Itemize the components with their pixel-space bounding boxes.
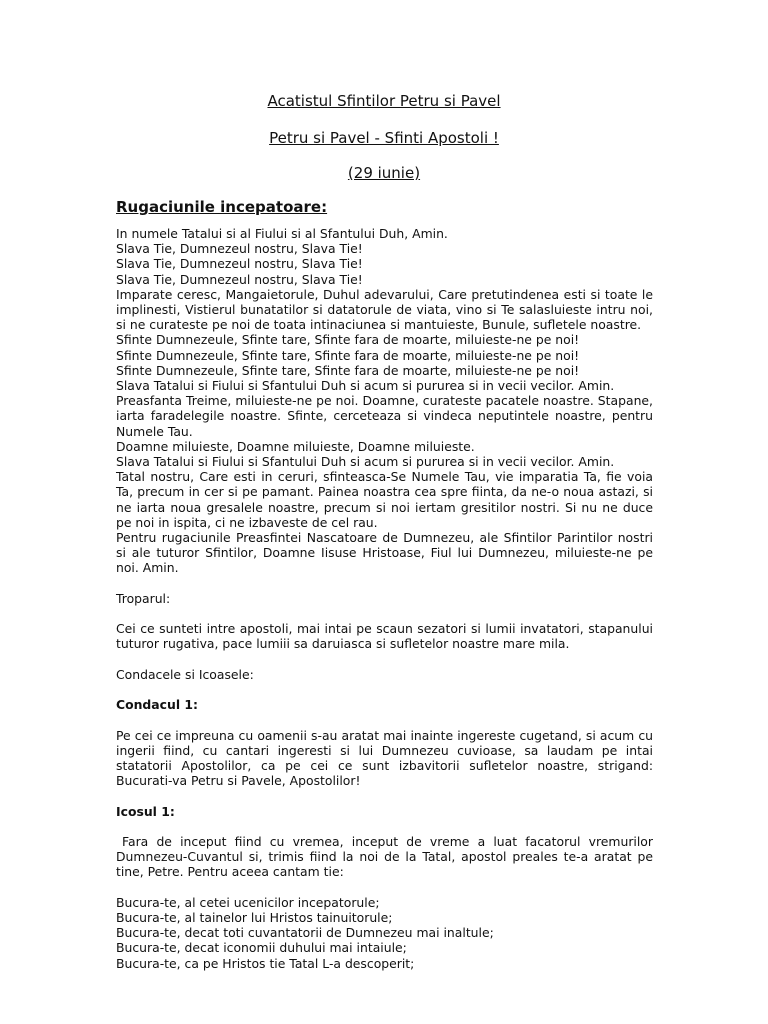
bucura-line: Bucura-te, decat iconomii duhului mai intaiule; [116,940,407,956]
bucura-line: Bucura-te, al cetei ucenicilor incepatorule; [116,894,380,910]
troparul-text: Cei ce sunteti intre apostoli, mai intai pe scaun sezatori si lumii invatatori, stapanului tuturor rugativa, pace lumiii sa daruiasca si sufletelor noastre mare mila. [116,621,653,652]
prayer-line: Sfinte Dumnezeule, Sfinte tare, Sfinte fara de moarte, miluieste-ne pe noi! [116,332,580,348]
section-heading: Rugaciunile incepatoare: [116,198,328,216]
spacer [116,712,653,727]
spacer [116,652,653,667]
condacele-label: Condacele si Icoasele: [116,666,254,682]
prayer-line: Slava Tatalui si Fiului si Sfantului Duh si acum si pururea si in vecii vecilor. Amin. [116,378,615,394]
bucura-line: Bucura-te, ca pe Hristos tie Tatal L-a descoperit; [116,955,415,971]
spacer [116,576,653,591]
prayer-line: Sfinte Dumnezeule, Sfinte tare, Sfinte fara de moarte, miluieste-ne pe noi! [116,347,580,363]
condacul-1-label: Condacul 1: [116,697,198,713]
prayer-line: Slava Tatalui si Fiului si Sfantului Duh si acum si pururea si in vecii vecilor. Amin. [116,454,615,470]
prayer-line: Slava Tie, Dumnezeul nostru, Slava Tie! [116,241,363,257]
document-date: (29 iunie) [347,164,421,182]
prayer-line: In numele Tatalui si al Fiului si al Sfantului Duh, Amin. [116,226,448,241]
spacer [116,606,653,621]
prayer-paragraph: Preasfanta Treime, miluieste-ne pe noi. Doamne, curateste pacatele noastre. Stapane, iarta faradelegile noastre. Sfinte, cerceteaza si vindeca neputintele noastre, pentru Numele Tau. [116,393,653,439]
spacer [116,788,653,803]
document-body [116,226,653,971]
bucura-line: Bucura-te, al tainelor lui Hristos tainuitorule; [116,910,393,926]
spacer [116,880,653,895]
icosul-1-label: Icosul 1: [116,803,175,819]
spacer [116,682,653,697]
prayer-paragraph: Tatal nostru, Care esti in ceruri, sfinteasca-Se Numele Tau, vie imparatia Ta, fie voia Ta, precum in cer si pe pamant. Painea noastra cea spre fiinta, da ne-o noua astazi, si ne iarta noua gresalele noastre, precum si noi iertam gresitilor nostri. Si nu ne duce pe noi in ispita, ci ne izbaveste de cel rau. [116,469,653,530]
prayer-line: Doamne miluieste, Doamne miluieste, Doamne miluieste. [116,438,475,454]
bucura-line: Bucura-te, decat toti cuvantatorii de Dumnezeu mai inaltule; [116,925,494,941]
troparul-label: Troparul: [116,590,171,606]
prayer-line: Slava Tie, Dumnezeul nostru, Slava Tie! [116,256,363,272]
prayer-paragraph: Pentru rugaciunile Preasfintei Nascatoare de Dumnezeu, ale Sfintilor Parintilor nostri si ale tuturor Sfintilor, Doamne Iisuse Hristoase, Fiul lui Dumnezeu, miluieste-ne pe noi. Amin. [116,530,653,576]
spacer [116,819,653,834]
document-title: Acatistul Sfintilor Petru si Pavel [267,92,501,110]
condacul-1-text: Pe cei ce impreuna cu oamenii s-au aratat mai inainte ingereste cugetand, si acum cu ingerii fiind, cu cantari ingeresti si lui Dumnezeu cuvioase, sa laudam pe intai statatorii Apostolilor, ca pe cei ce sunt izbavitorii sufletelor noastre, strigand: Bucurati-va Petru si Pavele, Apostolilor! [116,727,653,789]
prayer-line: Slava Tie, Dumnezeul nostru, Slava Tie! [116,271,363,287]
prayer-line: Sfinte Dumnezeule, Sfinte tare, Sfinte fara de moarte, miluieste-ne pe noi! [116,362,580,378]
icosul-1-text: Fara de inceput fiind cu vremea, inceput de vreme a luat facatorul vremurilor Dumnezeu-Cuvantul si, trimis fiind la noi de la Tatal, apostol preales te-a aratat pe tine, Petre. Pentru aceea cantam tie: [116,834,653,880]
document-subtitle: Petru si Pavel - Sfinti Apostoli ! [269,129,499,147]
prayer-paragraph: Imparate ceresc, Mangaietorule, Duhul adevarului, Care pretutindenea esti si toate le implinesti, Vistierul bunatatilor si datatorule de viata, vino si Te salasluieste intru noi, si ne curateste pe noi de toata intinaciunea si mantuieste, Bunule, sufletele noastre. [116,286,653,333]
